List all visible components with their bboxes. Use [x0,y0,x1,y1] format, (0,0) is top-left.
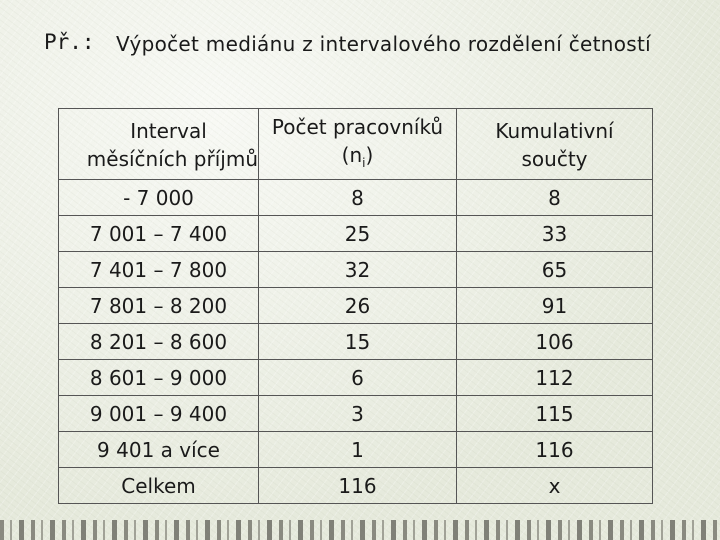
cell-total-label: Celkem [59,468,259,504]
table-row [59,216,653,252]
header-interval-line2: měsíčních příjmů [86,147,258,171]
cell-cumulative: 106 [457,324,653,360]
cell-count: 8 [259,180,457,216]
table-row [59,252,653,288]
header-count-close: ) [365,143,374,167]
header-count-line1: Počet pracovníků [271,115,444,139]
cell-interval: 9 401 a více [59,432,259,468]
cell-count: 25 [259,216,457,252]
cell-interval: 9 001 – 9 400 [59,396,259,432]
table-row [59,396,653,432]
cell-cumulative: 112 [457,360,653,396]
cell-cumulative: 8 [457,180,653,216]
table-row [59,360,653,396]
decorative-footer-bar [0,520,720,540]
cell-count: 32 [259,252,457,288]
frequency-table [58,108,653,504]
cell-cumulative: 115 [457,396,653,432]
cell-total-cumulative: x [457,468,653,504]
header-interval-line1: Interval [130,119,207,143]
header-cumulative [457,109,653,180]
cell-total-count: 116 [259,468,457,504]
header-count-line2 [259,141,456,177]
cell-cumulative: 65 [457,252,653,288]
cell-count: 26 [259,288,457,324]
example-label: Př.: [44,30,95,54]
cell-count: 3 [259,396,457,432]
table-row [59,180,653,216]
cell-interval: - 7 000 [59,180,259,216]
header-count [259,109,457,180]
header-cumulative-line2: součty [521,147,588,171]
cell-interval: 7 001 – 7 400 [59,216,259,252]
cell-count: 6 [259,360,457,396]
cell-count: 15 [259,324,457,360]
cell-cumulative: 116 [457,432,653,468]
header-count-subscript: i [362,156,366,170]
slide-title: Výpočet mediánu z intervalového rozdělení četností [116,32,652,56]
cell-cumulative: 33 [457,216,653,252]
cell-interval: 7 801 – 8 200 [59,288,259,324]
cell-interval: 8 201 – 8 600 [59,324,259,360]
cell-cumulative: 91 [457,288,653,324]
cell-interval: 8 601 – 9 000 [59,360,259,396]
table-row [59,288,653,324]
table-row [59,324,653,360]
cell-interval: 7 401 – 7 800 [59,252,259,288]
table-total-row [59,468,653,504]
table-row [59,432,653,468]
cell-count: 1 [259,432,457,468]
header-cumulative-line1: Kumulativní [495,119,614,143]
header-interval [59,109,259,180]
table-header-row [59,109,653,180]
header-count-symbol: (n [341,143,363,167]
